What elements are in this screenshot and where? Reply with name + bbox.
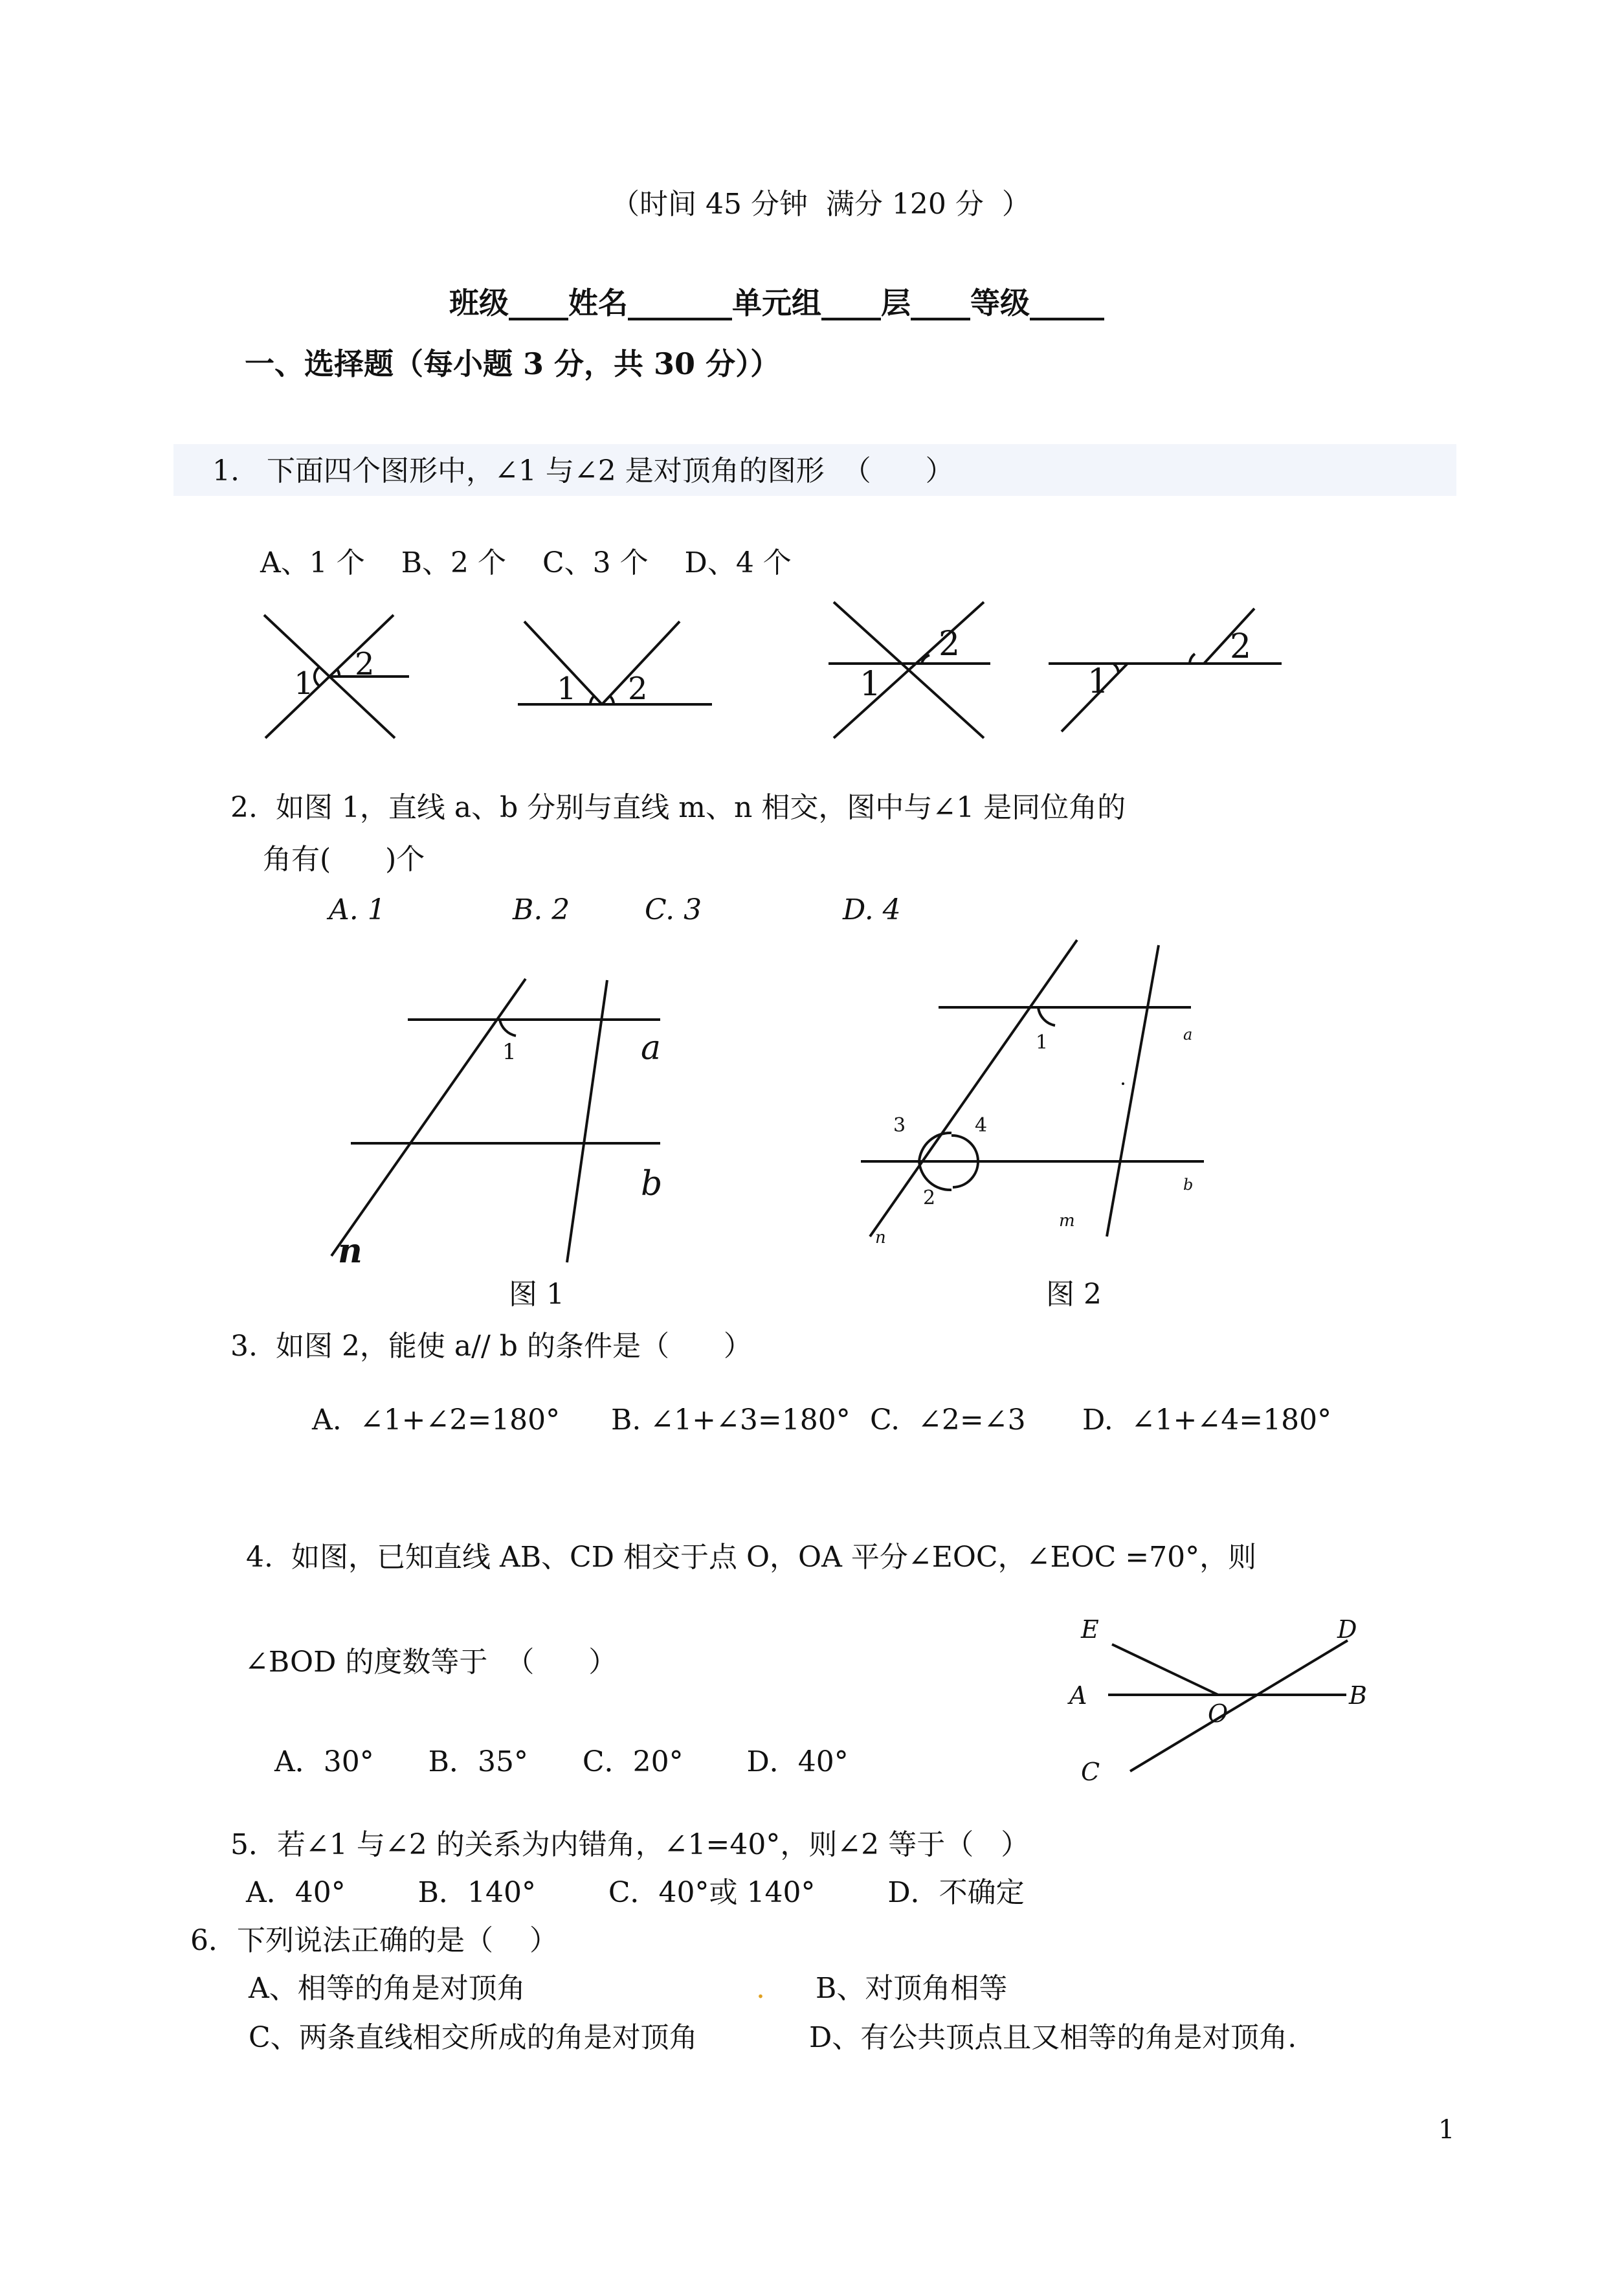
q1-fig-label: 2 <box>1230 627 1252 666</box>
q2-stem-line2: 角有( )个 <box>263 843 425 876</box>
fig1-label-n: n <box>338 1231 362 1269</box>
q2-option-d: D. 4 <box>843 893 901 926</box>
q6-option-d: D、有公共顶点且又相等的角是对顶角. <box>809 2021 1297 2054</box>
q4-label-a: A <box>1069 1681 1087 1710</box>
figure-2-caption: 图 2 <box>1046 1278 1102 1311</box>
q4-label-o: O <box>1208 1699 1229 1728</box>
fig2-label-1: 1 <box>1036 1031 1049 1054</box>
q4-label-b: B <box>1349 1681 1367 1710</box>
q6-option-c: C、两条直线相交所成的角是对顶角 <box>249 2021 698 2054</box>
q4-label-c: C <box>1081 1758 1100 1786</box>
fig1-label-b: b <box>641 1165 663 1203</box>
fig2-label-2: 2 <box>923 1187 936 1209</box>
stray-mark: . <box>756 1972 765 2005</box>
student-info-line: 班级____姓名_______单元组____层____等级_____ <box>449 285 1104 320</box>
q2-stem-line1: 2. 如图 1，直线 a、b 分别与直线 m、n 相交，图中与∠1 是同位角的 <box>230 791 1126 824</box>
q4-options: A．30° B．35° C．20° D．40° <box>274 1745 849 1778</box>
q1-fig-label: 2 <box>939 625 961 664</box>
figure-1-caption: 图 1 <box>509 1278 564 1311</box>
q1-fig-label: 1 <box>557 671 577 707</box>
q1-fig-label: 2 <box>628 671 648 707</box>
q4-label-d: D <box>1337 1615 1357 1644</box>
q3-option-a: A. ∠1+∠2=180° <box>312 1404 561 1437</box>
q6-option-b: B、对顶角相等 <box>816 1972 1008 2005</box>
q4-figure <box>1062 1605 1398 1800</box>
figure-1 <box>324 971 686 1269</box>
section-title: 一、选择题（每小题 3 分，共 30 分）） <box>245 346 781 381</box>
q1-fig-label: 2 <box>355 646 375 682</box>
q2-option-a: A. 1 <box>329 893 386 926</box>
q1-fig-label: 1 <box>860 665 882 704</box>
fig2-label-3: 3 <box>893 1114 906 1137</box>
q6-option-a: A、相等的角是对顶角 <box>249 1972 526 2005</box>
figure-2 <box>841 932 1256 1269</box>
fig2-label-4: 4 <box>975 1114 988 1137</box>
q1-figures <box>252 583 1314 751</box>
q5-options: A．40° B．140° C．40°或 140° D．不确定 <box>246 1876 1025 1909</box>
q1-fig-label: 1 <box>1087 662 1109 701</box>
fig2-label-n: n <box>875 1228 886 1247</box>
q1-stem: 下面四个图形中，∠1 与∠2 是对顶角的图形 （ ） <box>267 454 954 487</box>
q3-option-b: B. ∠1+∠3=180° <box>611 1404 851 1437</box>
fig1-label-1: 1 <box>502 1039 517 1065</box>
fig2-label-m: m <box>1059 1211 1075 1231</box>
q2-option-c: C. 3 <box>645 893 702 926</box>
q5-stem: 5．若∠1 与∠2 的关系为内错角，∠1=40°，则∠2 等于（ ） <box>230 1828 1030 1861</box>
q4-stem-line2: ∠BOD 的度数等于 （ ） <box>245 1646 617 1679</box>
q1-options: A、1 个 B、2 个 C、3 个 D、4 个 <box>260 546 792 579</box>
fig1-label-a: a <box>641 1029 662 1068</box>
fig2-label-b: b <box>1183 1176 1194 1194</box>
q2-option-b: B. 2 <box>513 893 570 926</box>
q4-label-e: E <box>1081 1615 1099 1644</box>
q4-stem-line1: 4. 如图，已知直线 AB、CD 相交于点 O，OA 平分∠EOC，∠EOC =70°，则 <box>246 1541 1257 1574</box>
fig2-label-a: a <box>1183 1025 1193 1044</box>
q3-option-c: C. ∠2=∠3 <box>870 1404 1026 1437</box>
q6-stem: 6．下列说法正确的是（ ） <box>190 1924 558 1957</box>
exam-time-line: （时间 45 分钟 满分 120 分 ） <box>611 188 1030 221</box>
q3-stem: 3. 如图 2，能使 a// b 的条件是（ ） <box>230 1330 752 1363</box>
q1-number: 1. <box>212 454 239 487</box>
page-number: 1 <box>1438 2115 1455 2145</box>
q1-fig-label: 1 <box>294 666 314 702</box>
q3-option-d: D. ∠1+∠4=180° <box>1082 1404 1332 1437</box>
